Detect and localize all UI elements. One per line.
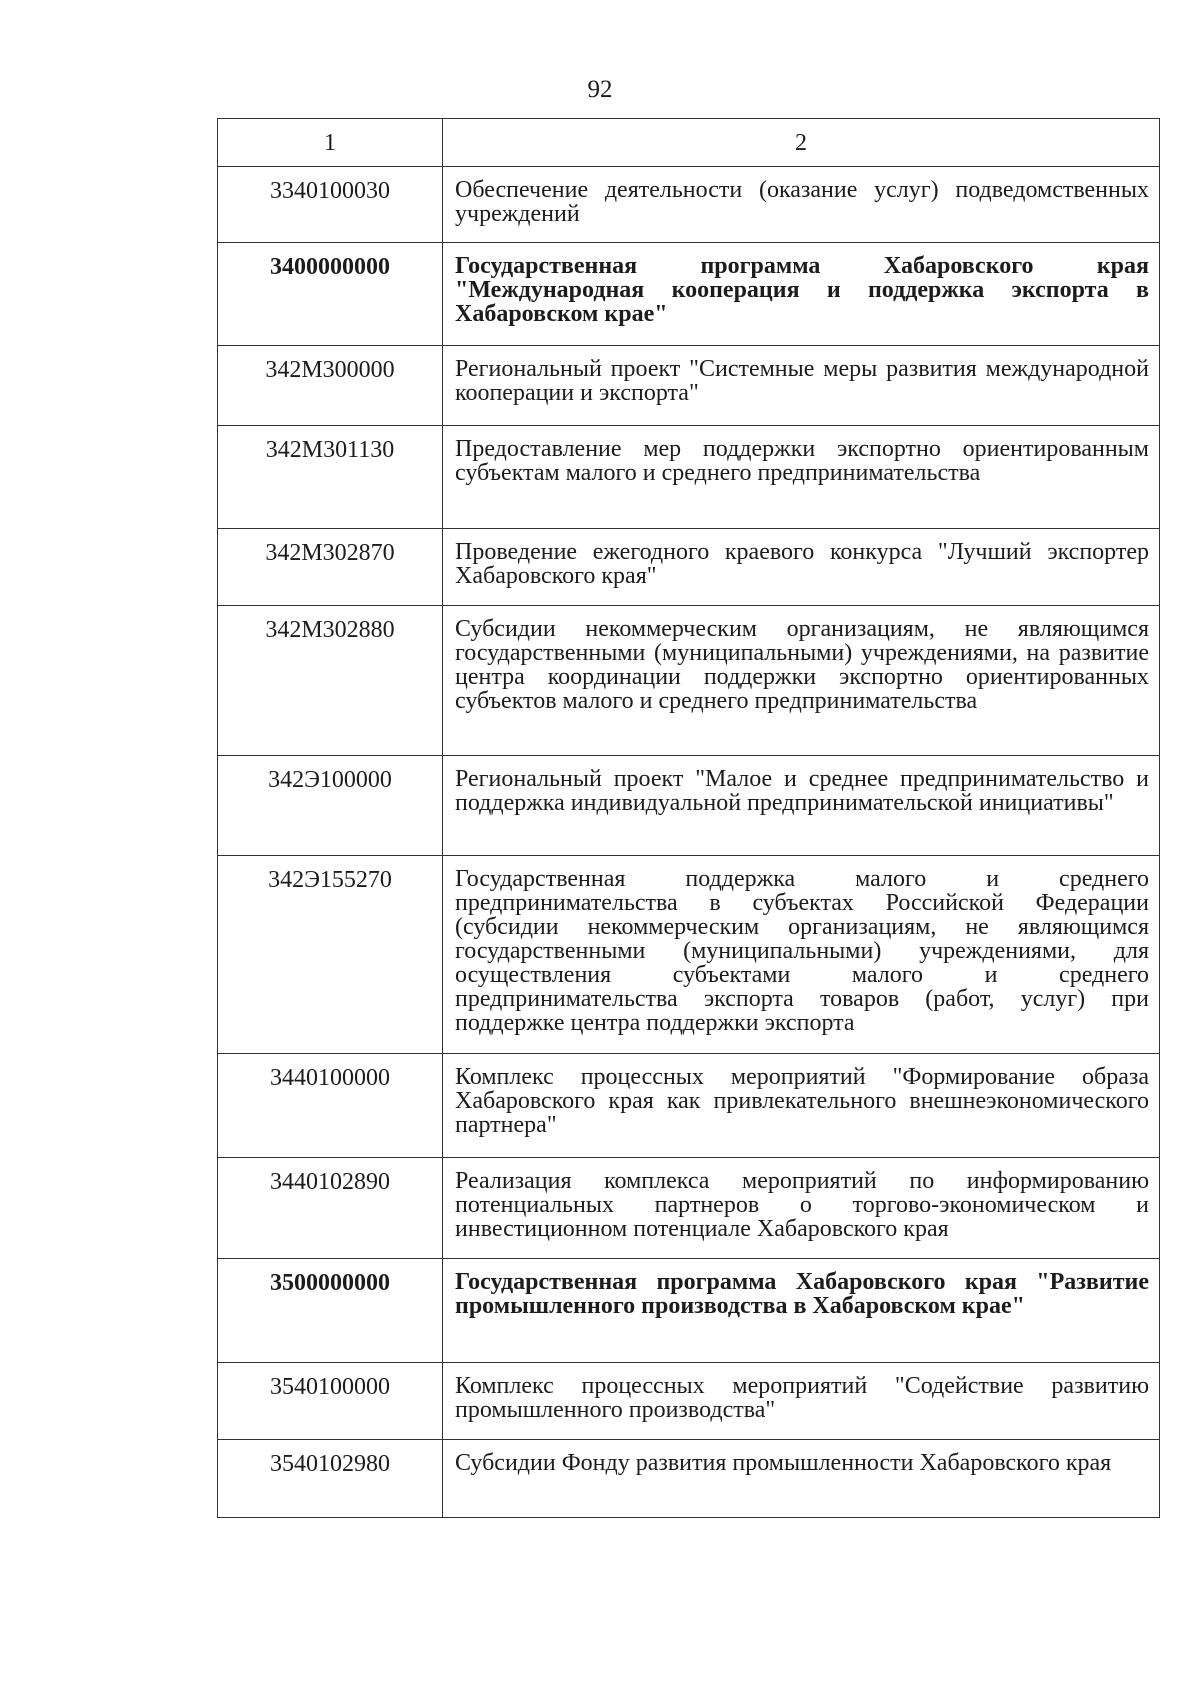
table-row <box>218 346 1160 426</box>
row-code: 342Э155270 <box>218 856 443 1054</box>
row-code: 3440102890 <box>218 1158 443 1259</box>
row-description: Государственная программа Хабаровского края "Развитие промышленного производства в Хабаровском крае" <box>443 1259 1160 1363</box>
row-code: 342М301130 <box>218 426 443 529</box>
table-row <box>218 756 1160 856</box>
row-description: Комплекс процессных мероприятий "Содействие развитию промышленного производства" <box>443 1363 1160 1440</box>
row-description: Субсидии Фонду развития промышленности Хабаровского края <box>443 1440 1160 1518</box>
row-description: Государственная программа Хабаровского края "Международная кооперация и поддержка экспорта в Хабаровском крае" <box>443 243 1160 346</box>
table-row <box>218 529 1160 606</box>
row-code: 3400000000 <box>218 243 443 346</box>
row-code: 342М300000 <box>218 346 443 426</box>
table-row <box>218 1440 1160 1518</box>
row-code: 3500000000 <box>218 1259 443 1363</box>
row-code: 3340100030 <box>218 167 443 243</box>
table-row <box>218 426 1160 529</box>
table-header-row <box>218 119 1160 167</box>
table-row <box>218 1363 1160 1440</box>
table-row <box>218 1259 1160 1363</box>
table-row <box>218 243 1160 346</box>
row-description: Комплекс процессных мероприятий "Формирование образа Хабаровского края как привлекательного внешнеэкономического партнера" <box>443 1054 1160 1158</box>
row-code: 3440100000 <box>218 1054 443 1158</box>
table-row <box>218 606 1160 756</box>
table-row <box>218 856 1160 1054</box>
column-header-description: 2 <box>443 119 1160 167</box>
table-row <box>218 167 1160 243</box>
table-body <box>218 167 1160 1518</box>
row-code: 342М302870 <box>218 529 443 606</box>
row-description: Региональный проект "Малое и среднее предпринимательство и поддержка индивидуальной предпринимательской инициативы" <box>443 756 1160 856</box>
row-description: Реализация комплекса мероприятий по информированию потенциальных партнеров о торгово-экономическом и инвестиционном потенциале Хабаровского края <box>443 1158 1160 1259</box>
column-header-code: 1 <box>218 119 443 167</box>
table-row <box>218 1054 1160 1158</box>
row-code: 342Э100000 <box>218 756 443 856</box>
table-row <box>218 1158 1160 1259</box>
row-description: Проведение ежегодного краевого конкурса "Лучший экспортер Хабаровского края" <box>443 529 1160 606</box>
row-code: 342М302880 <box>218 606 443 756</box>
row-code: 3540100000 <box>218 1363 443 1440</box>
budget-classification-table <box>217 118 1160 1518</box>
row-description: Региональный проект "Системные меры развития международной кооперации и экспорта" <box>443 346 1160 426</box>
row-description: Государственная поддержка малого и среднего предпринимательства в субъектах Российской Федерации (субсидии некоммерческим организациям, не являющимся государственными (муниципальными) учреждениями, для осуществления субъектами малого и среднего предпринимательства экспорта товаров (работ, услуг) при поддержке центра поддержки экспорта <box>443 856 1160 1054</box>
row-description: Предоставление мер поддержки экспортно ориентированным субъектам малого и среднего предпринимательства <box>443 426 1160 529</box>
row-code: 3540102980 <box>218 1440 443 1518</box>
row-description: Обеспечение деятельности (оказание услуг) подведомственных учреждений <box>443 167 1160 243</box>
row-description: Субсидии некоммерческим организациям, не являющимся государственными (муниципальными) учреждениями, на развитие центра координации поддержки экспортно ориентированных субъектов малого и среднего предпринимательства <box>443 606 1160 756</box>
page-number: 92 <box>587 76 613 103</box>
